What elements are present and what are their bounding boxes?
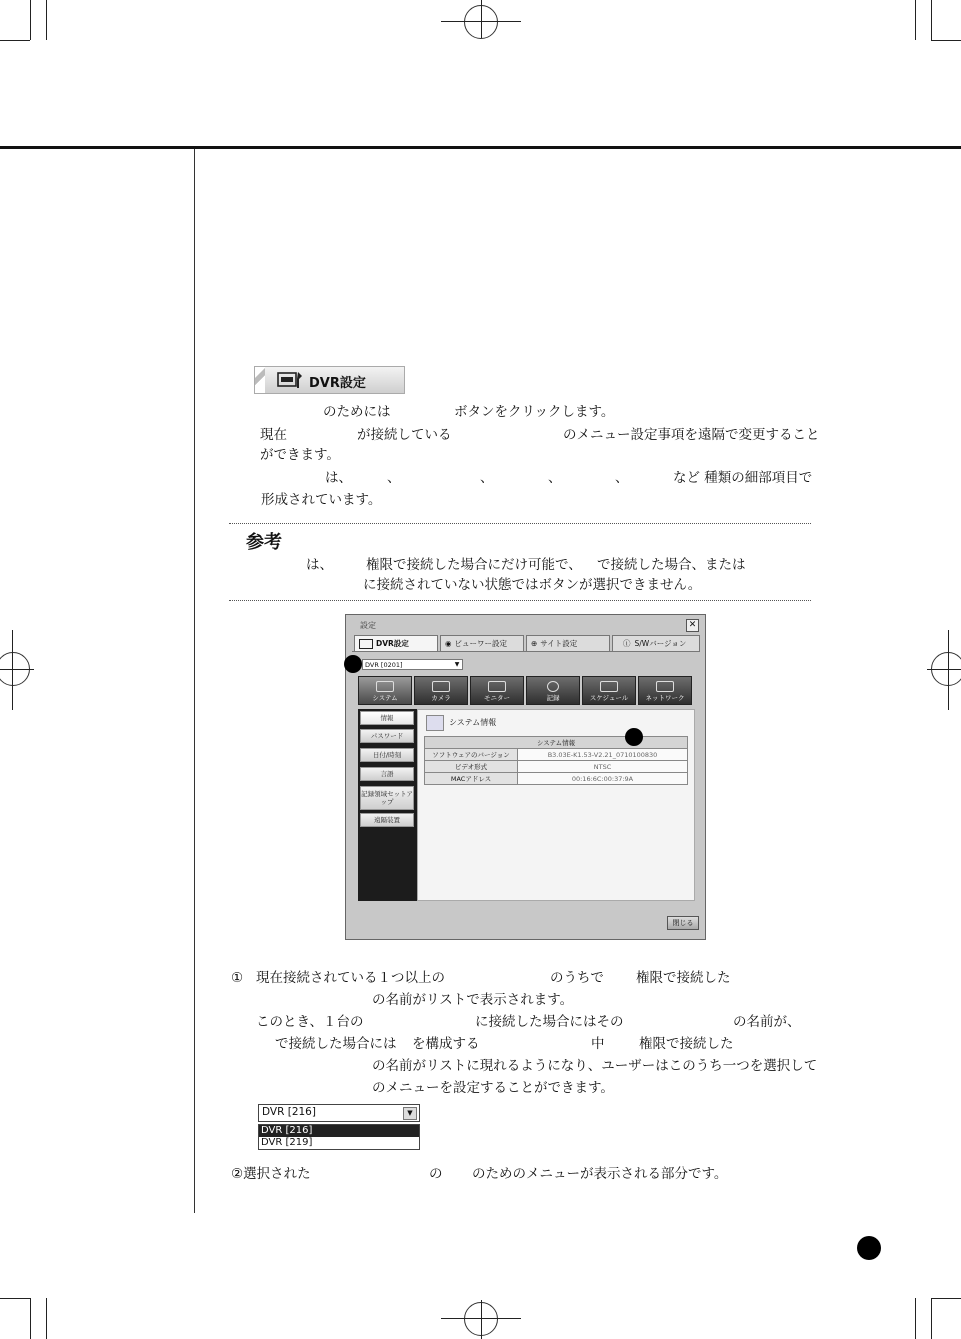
intro-text: 、 bbox=[615, 470, 629, 486]
crop-mark bbox=[931, 1298, 961, 1299]
panel-title: システム情報 bbox=[449, 718, 497, 727]
menu-tab-system[interactable]: システム bbox=[358, 676, 412, 705]
dropdown-value: DVR [216] bbox=[262, 1106, 316, 1118]
tab-site-settings[interactable]: ⊕ サイト設定 bbox=[526, 635, 610, 651]
system-info-icon bbox=[426, 715, 444, 731]
crop-mark bbox=[0, 40, 30, 41]
settings-window bbox=[345, 614, 706, 940]
eye-icon: ◉ bbox=[445, 639, 452, 648]
intro-text: 形成されています。 bbox=[261, 492, 382, 508]
item-text: 権限で接続した bbox=[639, 1036, 734, 1052]
crop-mark bbox=[915, 0, 916, 40]
dropdown-option[interactable]: DVR [216] bbox=[259, 1125, 419, 1137]
crop-mark bbox=[0, 1298, 30, 1299]
dropdown-list bbox=[258, 1124, 420, 1150]
dvr-dropdown[interactable] bbox=[258, 1104, 420, 1122]
monitor-icon bbox=[488, 681, 506, 692]
intro-text: 、 bbox=[548, 470, 562, 486]
callout-marker bbox=[625, 728, 643, 746]
page-number-marker bbox=[857, 1236, 881, 1260]
tab-sw-version[interactable]: ⓘ S/Wバージョン bbox=[612, 635, 700, 651]
sidebar-item-record-area[interactable]: 記録領域セットアップ bbox=[360, 786, 414, 810]
menu-tab-monitor[interactable]: モニター bbox=[470, 676, 524, 705]
note-divider bbox=[229, 600, 811, 601]
dropdown-option[interactable]: DVR [219] bbox=[261, 1137, 313, 1148]
crop-mark bbox=[915, 1298, 916, 1339]
table-row: ビデオ形式 NTSC bbox=[425, 761, 688, 773]
crop-mark bbox=[931, 0, 932, 40]
note-heading: 参考 bbox=[246, 532, 282, 553]
network-icon bbox=[656, 681, 674, 692]
note-text: に接続されていない状態ではボタンが選択できません。 bbox=[363, 577, 702, 593]
table-row: MACアドレス 00:16:6C:00:37:9A bbox=[425, 773, 688, 785]
tab-viewer-settings[interactable]: ◉ ビューワー設定 bbox=[440, 635, 524, 651]
dvr-settings-button[interactable] bbox=[254, 366, 405, 394]
close-icon[interactable]: ✕ bbox=[686, 619, 699, 632]
sidebar-item-date-time[interactable]: 日付/時刻 bbox=[360, 748, 414, 762]
sidebar-item-language[interactable]: 言語 bbox=[360, 767, 414, 781]
list-marker: ① bbox=[231, 970, 244, 986]
registration-mark bbox=[927, 669, 961, 670]
item-text: 権限で接続した bbox=[636, 970, 731, 986]
table-row: ソフトウェアのバージョン B3.03E-K1.53-V2.21_0710100830 bbox=[425, 749, 688, 761]
schedule-icon bbox=[600, 681, 618, 692]
note-divider bbox=[229, 523, 811, 524]
chevron-down-icon: ▼ bbox=[403, 1107, 417, 1120]
globe-icon: ⊕ bbox=[531, 639, 538, 648]
item-text: のメニューを設定することができます。 bbox=[372, 1080, 614, 1096]
intro-text: 、 bbox=[480, 470, 494, 486]
registration-mark bbox=[12, 630, 13, 710]
crop-mark bbox=[931, 40, 961, 41]
item-text: ②選択された bbox=[231, 1166, 311, 1182]
menu-tab-camera[interactable]: カメラ bbox=[414, 676, 468, 705]
callout-marker bbox=[344, 655, 362, 673]
menu-tab-network[interactable]: ネットワーク bbox=[638, 676, 692, 705]
item-text: の名前が、 bbox=[733, 1014, 801, 1030]
item-text: を構成する bbox=[412, 1036, 480, 1052]
crop-mark bbox=[46, 1298, 47, 1339]
item-text: のためのメニューが表示される部分です。 bbox=[472, 1166, 728, 1182]
dvr-settings-label: DVR設定 bbox=[309, 376, 366, 391]
item-text: のうちで bbox=[550, 970, 604, 986]
settings-sidebar bbox=[358, 709, 417, 901]
table-header: システム情報 bbox=[425, 737, 688, 749]
sidebar-item-password[interactable]: パスワード bbox=[360, 729, 414, 743]
camera-icon bbox=[432, 681, 450, 692]
margin-rule bbox=[194, 149, 195, 1213]
item-text: で接続した場合には bbox=[275, 1036, 397, 1052]
registration-mark bbox=[481, 0, 482, 38]
system-info-panel bbox=[417, 709, 695, 901]
item-text: このとき、１台の bbox=[256, 1014, 364, 1030]
dvr-monitor-icon bbox=[277, 371, 305, 389]
item-text: の名前がリストで表示されます。 bbox=[372, 992, 574, 1008]
chevron-down-icon: ▼ bbox=[454, 661, 460, 668]
system-icon bbox=[376, 681, 394, 692]
system-info-table bbox=[424, 736, 688, 785]
intro-text: 現在 bbox=[260, 427, 287, 443]
close-button[interactable]: 閉じる bbox=[667, 916, 699, 930]
button-stripe bbox=[255, 367, 265, 393]
item-text: 現在接続されている１つ以上の bbox=[256, 970, 445, 986]
header-rule bbox=[0, 146, 961, 149]
note-text: 権限で接続した場合にだけ可能で、 bbox=[366, 557, 582, 573]
intro-text: が接続している bbox=[357, 427, 452, 443]
intro-text: ボタンをクリックします。 bbox=[454, 404, 615, 420]
intro-text: など 種類の細部項目で bbox=[673, 470, 813, 486]
note-text: は、 bbox=[306, 557, 333, 573]
item-text: の名前がリストに現れるようになり、ユーザーはこのうち一つを選択して bbox=[372, 1058, 818, 1074]
note-text: で接続した場合、または bbox=[597, 557, 746, 573]
intro-text: のためには bbox=[323, 404, 391, 420]
menu-tab-schedule[interactable]: スケジュール bbox=[582, 676, 636, 705]
window-title: 設定 bbox=[360, 621, 376, 630]
crop-mark bbox=[30, 1298, 31, 1339]
menu-tab-record[interactable]: 記録 bbox=[526, 676, 580, 705]
crop-mark bbox=[931, 1298, 932, 1339]
item-text: 中 bbox=[591, 1036, 605, 1052]
crop-mark bbox=[30, 0, 31, 40]
registration-mark bbox=[0, 669, 34, 670]
registration-mark bbox=[948, 630, 949, 710]
item-text: の bbox=[429, 1166, 443, 1182]
info-icon: ⓘ bbox=[623, 639, 631, 648]
record-icon bbox=[547, 681, 559, 692]
intro-text: 、 bbox=[387, 470, 401, 486]
item-text: に接続した場合にはその bbox=[475, 1014, 624, 1030]
dvr-icon bbox=[359, 639, 373, 649]
crop-mark bbox=[46, 0, 47, 40]
sidebar-item-remote-device[interactable]: 遠隔装置 bbox=[360, 813, 414, 827]
intro-text: のメニュー設定事項を遠隔で変更すること bbox=[563, 427, 820, 443]
intro-text: は、 bbox=[325, 470, 352, 486]
intro-text: ができます。 bbox=[260, 447, 340, 463]
tab-divider bbox=[352, 651, 700, 652]
tab-dvr-settings[interactable]: DVR設定 bbox=[354, 635, 438, 651]
dvr-select[interactable]: DVR [0201] ▼ bbox=[362, 659, 463, 670]
registration-mark bbox=[481, 1300, 482, 1339]
sidebar-item-info[interactable]: 情報 bbox=[360, 711, 414, 725]
